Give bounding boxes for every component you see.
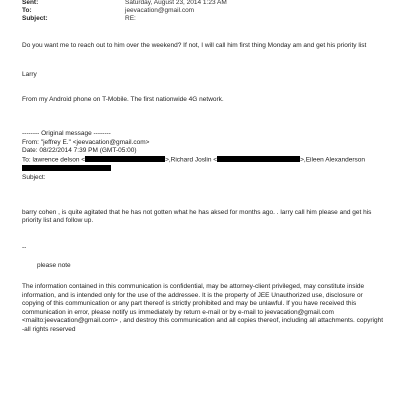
original-body: barry cohen , is quite agitated that he has not gotten what he has aksed for months ago. . larry call him please and get his priority list and follow up. <box>22 209 372 225</box>
sent-value: Saturday, August 23, 2014 1:23 AM <box>125 0 227 6</box>
reply-signature: Larry <box>22 71 37 78</box>
reply-footer: From my Android phone on T-Mobile. The first nationwide 4G network. <box>22 96 224 103</box>
to-prefix: To: lawrence delson < <box>22 156 86 164</box>
subject-label: Subject: <box>22 15 48 22</box>
to-row <box>22 7 227 15</box>
original-divider: -------- Original message -------- <box>22 130 111 137</box>
original-subject: Subject: <box>22 173 46 181</box>
original-date: Date: 08/22/2014 7:39 PM (GMT-05:00) <box>22 147 137 155</box>
to-end: >,Eileen Alexanderson <box>300 156 365 164</box>
to-label: To: <box>22 7 32 14</box>
redaction-bar <box>22 165 111 172</box>
redaction-bar <box>85 156 165 163</box>
original-to <box>22 156 387 165</box>
subject-row <box>22 15 227 23</box>
original-from: From: "jeffrey E." <jeevacation@gmail.com> <box>22 138 150 146</box>
redaction-bar <box>217 156 300 163</box>
subject-value: RE: <box>125 15 136 22</box>
to-value[interactable]: jeevacation@gmail.com <box>125 7 195 14</box>
original-message-header <box>22 130 387 183</box>
sent-row <box>22 0 227 7</box>
confidentiality-disclaimer: The information contained in this communication is confidential, may be attorney-client privileged, may constitute inside information, and is intended only for the use of the addressee. It is the property of JEE Unauthorized use, disclosure or copying of this communication or any part thereof is strictly prohibited and may be unlawful. If you have received this communication in error, please notify us immediately by return e-mail or by e-mail to jeevacation@gmail.com <mailto:jeevacation@gmail.com> , and destroy this communication and all copies thereof, including all attachments. copyright -all rights reserved <box>22 283 384 333</box>
to-mid: >,Richard Joslin < <box>165 156 218 164</box>
please-note: please note <box>37 262 71 269</box>
original-to-continued <box>22 165 387 174</box>
email-header <box>22 0 227 23</box>
separator-dashes: -- <box>22 244 27 251</box>
sent-label: Sent: <box>22 0 39 6</box>
reply-body: Do you want me to reach out to him over the weekend? If not, I will call him first thing Monday am and get his priority list <box>22 42 367 49</box>
